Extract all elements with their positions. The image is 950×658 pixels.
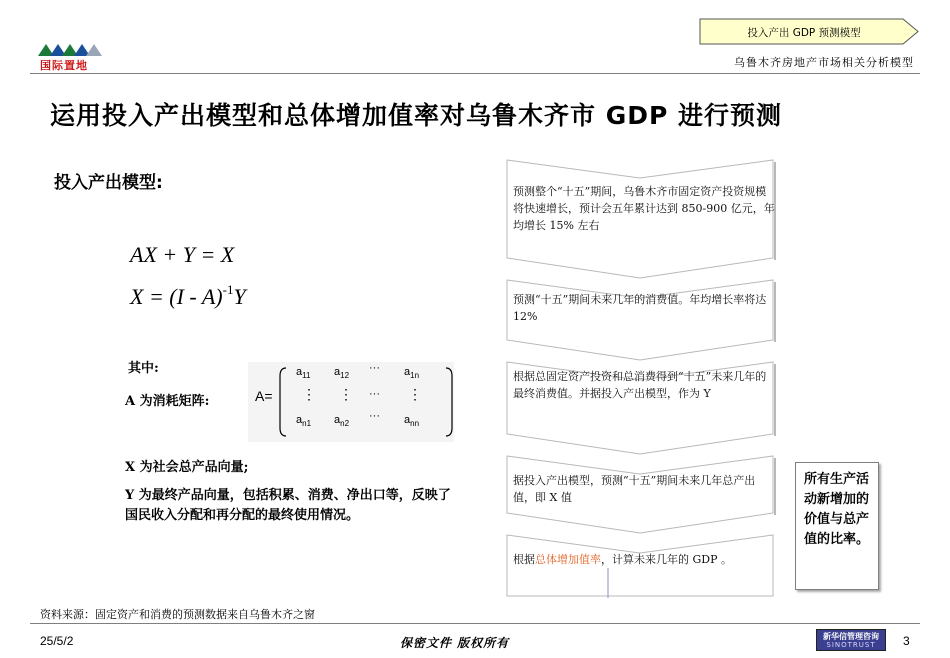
sinotrust-logo [816, 629, 886, 651]
footer-logo-top: 新华信管理咨询 [823, 632, 879, 641]
formula-1: AX + Y = X [130, 242, 235, 267]
process-step-3: 根据总固定资产投资和总消费得到“十五”未来几年的最终消费值。并据投入产出模型，作为 Y [513, 370, 767, 400]
header-subtitle: 乌鲁木齐房地产市场相关分析模型 [734, 56, 914, 69]
where-label: 其中: [128, 361, 159, 376]
matrix-cell: $a_{12}$ [334, 366, 350, 381]
vector-x-label: X 为社会总产品向量; [125, 460, 249, 475]
process-step-4: 据投入产出模型，预测“十五”期间未来几年总产出值，即 X 值 [513, 474, 756, 504]
confidential-notice: 保密文件 版权所有 [400, 636, 510, 650]
process-step-2: 预测“十五”期间未来几年的消费值。年均增长率将达 12% [513, 293, 767, 323]
matrix-cell: $a_{n2}$ [334, 414, 350, 429]
matrix-dots: ⋮ [408, 386, 422, 402]
highlighted-term: 总体增加值率 [535, 553, 601, 566]
source-note: 资料来源：固定资产和消费的预测数据来自乌鲁木齐之窗 [40, 608, 315, 621]
matrix-cell: $a_{11}$ [296, 366, 311, 381]
matrix-dots: ··· [369, 388, 380, 400]
page-number: 3 [903, 634, 910, 648]
matrix-dots: ··· [369, 362, 380, 374]
formula-2-exponent: -1 [222, 282, 234, 297]
section-heading: 投入产出模型: [54, 173, 163, 193]
footer-date: 25/5/2 [40, 634, 74, 648]
side-note-text: 所有生产活动新增加的价值与总产值的比率。 [804, 472, 870, 547]
matrix-dots: ⋮ [302, 386, 316, 402]
vector-y-description: Y 为最终产品向量，包括积累、消费、净出口等，反映了国民收入分配和再分配的最终使用情况。 [125, 488, 451, 523]
footer-divider [30, 623, 920, 624]
page-title: 运用投入产出模型和总体增加值率对乌鲁木齐市 GDP 进行预测 [50, 101, 783, 130]
matrix-prefix: A= [255, 388, 273, 404]
formula-2 [130, 284, 246, 310]
matrix-dots: ··· [369, 410, 380, 422]
matrix-a-label: A 为消耗矩阵: [125, 394, 210, 409]
matrix-cell: $a_{nn}$ [404, 414, 420, 429]
header-divider [30, 73, 920, 74]
header-tag: 投入产出 GDP 预测模型 [747, 27, 861, 39]
consumption-matrix [248, 362, 454, 442]
formula-2-tail: Y [233, 284, 246, 309]
matrix-dots: ⋮ [339, 386, 353, 402]
formula-2-main: X = (I - A) [130, 284, 223, 309]
brand-name: 国际置地 [40, 59, 88, 72]
process-step-5: 根据总体增加值率，计算未来几年的 GDP 。 [513, 553, 733, 566]
matrix-cell: $a_{1n}$ [404, 366, 420, 381]
footer-logo-bottom: SINOTRUST [826, 641, 876, 649]
process-step-1: 预测整个“十五”期间，乌鲁木齐市固定资产投资规模将快速增长，预计会五年累计达到 850-900 亿元，年均增长 15% 左右 [513, 185, 775, 232]
matrix-cell: $a_{n1}$ [296, 414, 312, 429]
